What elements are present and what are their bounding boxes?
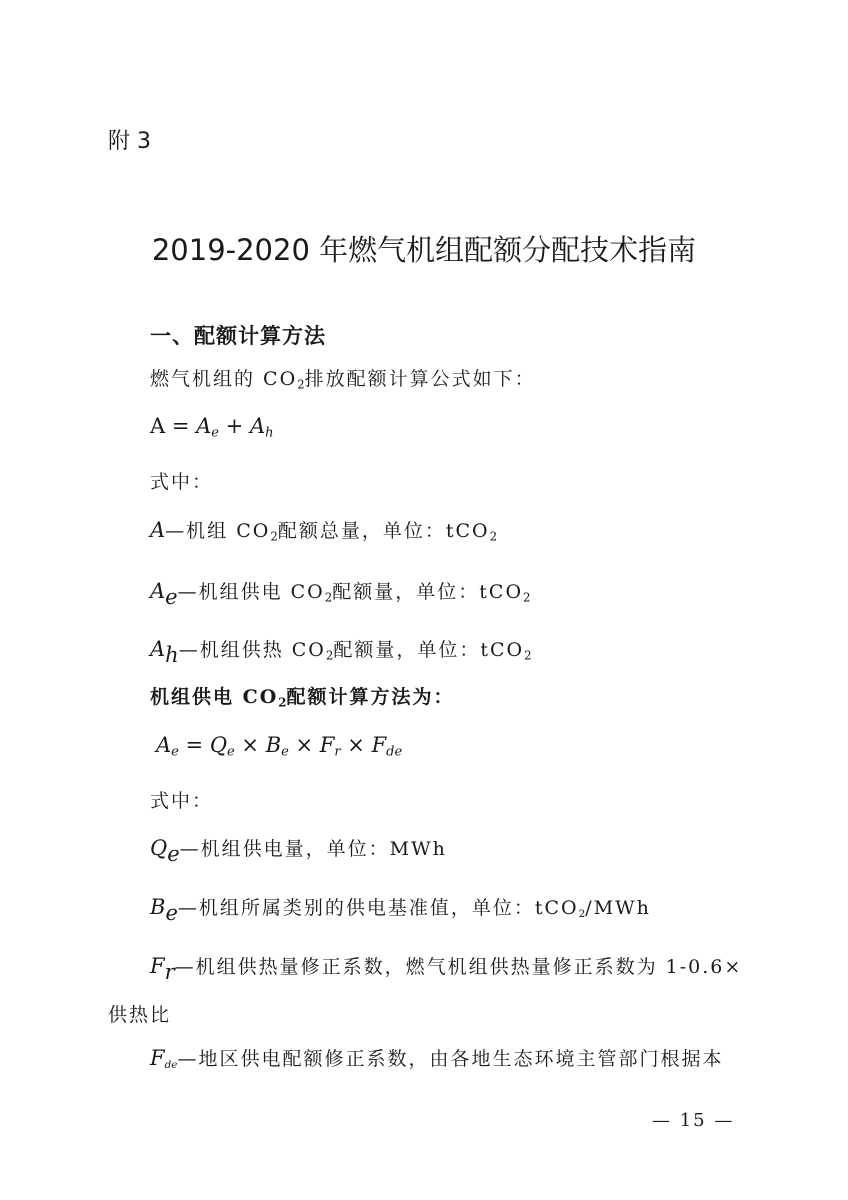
def-ae-text-b: 配额量，单位：tCO [332, 581, 524, 603]
def-qe-sym-sub: e [167, 841, 180, 866]
elec-heading-a: 机组供电 CO [150, 686, 279, 708]
formula-elec-fde-sub: de [386, 744, 403, 760]
def-be [150, 893, 651, 925]
where-label-2: 式中： [150, 790, 214, 812]
intro-line [150, 364, 536, 391]
formula-total-eq: = [165, 414, 197, 438]
def-a-total-text-b: 配额总量，单位：tCO [277, 520, 490, 542]
def-fde-text: —地区供电配额修正系数，由各地生态环境主管部门根据本 [177, 1048, 724, 1070]
formula-total-t1: A [196, 414, 212, 438]
def-fr-line2: 供热比 [108, 1004, 172, 1026]
def-be-text-sub: 2 [578, 907, 586, 920]
def-fr-sym: F [150, 954, 165, 978]
formula-elec-q-sub: e [227, 744, 235, 760]
formula-elec [156, 733, 402, 760]
formula-elec-times3: × [340, 733, 372, 757]
section-heading: 一、配额计算方法 [150, 324, 326, 348]
def-qe-sym: Q [150, 836, 168, 860]
def-a-total-text-a: —机组 CO [165, 520, 271, 542]
def-qe-text: —机组供电量，单位：MWh [179, 838, 447, 860]
def-fde-sym-sub: de [164, 1058, 178, 1071]
elec-heading-b: 配额计算方法为： [286, 686, 455, 708]
intro-sub: 2 [297, 377, 305, 392]
def-ae-unit-sub: 2 [523, 590, 531, 605]
def-a-total-sym: A [150, 518, 166, 542]
def-qe [150, 834, 447, 866]
page-number: — 15 — [652, 1110, 735, 1131]
def-fde-sym: F [150, 1046, 165, 1070]
def-be-sym-sub: e [165, 900, 178, 925]
def-ah [150, 635, 532, 667]
elec-quota-heading [150, 682, 455, 709]
def-ae-text-a: —机组供电 CO [177, 581, 325, 603]
formula-elec-times1: × [234, 733, 266, 757]
def-a-total-text-sub: 2 [270, 529, 278, 544]
document-title: 2019-2020 年燃气机组配额分配技术指南 [151, 233, 697, 267]
formula-elec-lhs-sub: e [171, 744, 179, 760]
def-ah-sym-sub: h [165, 642, 179, 667]
def-fr-text-line1: —机组供热量修正系数，燃气机组供热量修正系数为 1-0.6× [174, 956, 743, 978]
formula-total-t2-sub: h [265, 425, 274, 441]
where-label-1: 式中： [150, 471, 214, 493]
intro-prefix: 燃气机组的 CO [150, 368, 298, 390]
def-ae-sym-sub: e [165, 584, 178, 609]
def-ah-text-b: 配额量，单位：tCO [333, 639, 525, 661]
def-ah-unit-sub: 2 [524, 648, 532, 663]
def-a-total [150, 516, 497, 543]
formula-elec-q: Q [209, 733, 228, 757]
formula-elec-fde: F [371, 733, 387, 757]
formula-elec-fr-sub: r [334, 744, 341, 760]
elec-heading-sub: 2 [278, 695, 287, 710]
def-be-text-a: —机组所属类别的供电基准值，单位：tCO [177, 897, 579, 919]
formula-total-lhs: A [150, 414, 166, 438]
def-a-total-unit-sub: 2 [489, 529, 498, 544]
def-fr-sym-sub: r [164, 959, 175, 984]
formula-elec-b: B [265, 733, 282, 757]
def-ae-sym: A [150, 579, 166, 603]
def-ah-text-a: —机组供热 CO [178, 639, 326, 661]
def-ae-text-sub: 2 [324, 590, 333, 605]
formula-elec-eq: = [178, 733, 210, 757]
formula-elec-times2: × [288, 733, 320, 757]
intro-suffix: 排放配额计算公式如下： [304, 368, 536, 390]
def-be-text-b: /MWh [585, 897, 651, 919]
attachment-label: 附 3 [108, 129, 151, 154]
formula-total-plus: + [219, 414, 250, 438]
formula-total-t1-sub: e [211, 425, 219, 441]
formula-elec-b-sub: e [281, 744, 289, 760]
formula-elec-fr: F [319, 733, 335, 757]
formula-elec-lhs: A [156, 733, 172, 757]
def-ae [150, 577, 531, 609]
formula-total-t2: A [249, 414, 266, 438]
def-be-sym: B [150, 895, 166, 919]
def-fr-line1 [150, 952, 742, 984]
def-ah-sym: A [150, 637, 166, 661]
formula-total [150, 414, 274, 441]
def-ah-text-sub: 2 [325, 648, 334, 663]
def-fde [150, 1044, 723, 1071]
